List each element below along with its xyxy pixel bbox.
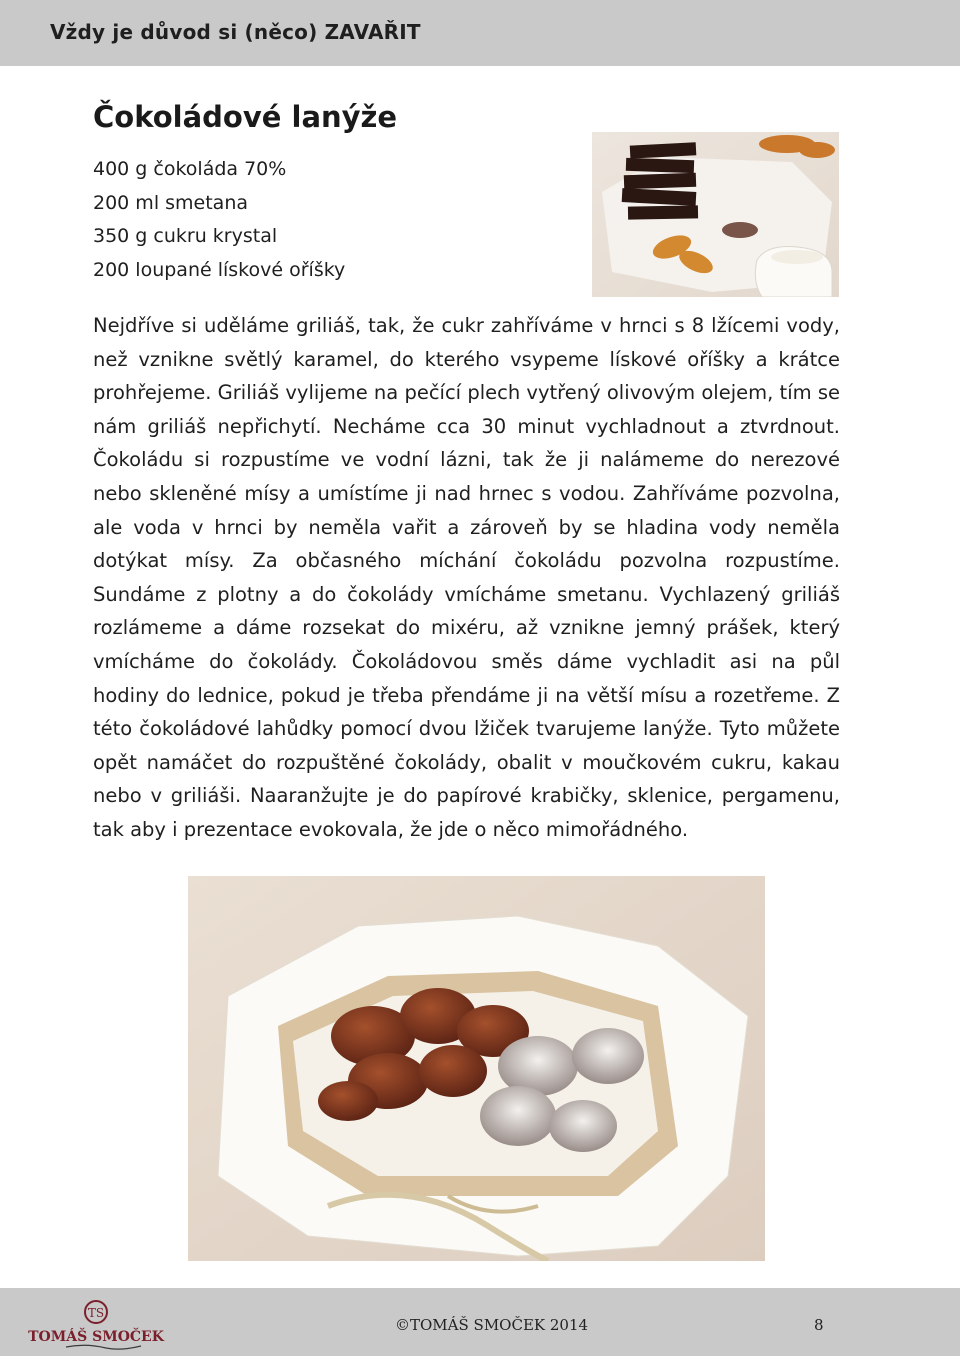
- truffles-photo: [188, 876, 765, 1261]
- ingredients-photo: [592, 132, 839, 297]
- copyright-notice: ©TOMÁŠ SMOČEK 2014: [395, 1316, 589, 1334]
- tomas-smocek-logo: [26, 1294, 166, 1352]
- header-title: Vždy je důvod si (něco) ZAVAŘIT: [50, 20, 421, 44]
- ingredient-item: 200 ml smetana: [93, 191, 249, 214]
- ingredient-item: 350 g cukru krystal: [93, 225, 278, 247]
- page-footer: [0, 1288, 960, 1356]
- logo-text: TOMÁŠ SMOČEK: [28, 1329, 164, 1345]
- recipe-instructions: Nejdříve si uděláme griliáš, tak, že cukr zahříváme v hrnci s 8 lžícemi vody, než vznikne světlý karamel, do kterého vsypeme lískové oříšky a krátce prohřejeme. Griliáš vylijeme na pečící plech vytřený olivovým olejem, tím se nám griliáš nepřichytí. Necháme cca 30 minut vychladnout a ztvrdnout. Čokoládu si rozpustíme ve vodní lázni, tak že ji nalámeme do nerezové nebo skleněné mísy a umístíme ji nad hrnec s vodou. Zahříváme pozvolna, ale voda v hrnci by neměla vařit a zároveň by se hladina vody neměla dotýkat mísy. Za občasného míchání čokoládu pozvolna rozpustíme. Sundáme z plotny a do čokolády vmícháme smetanu. Vychlazený griliáš rozlámeme a dáme rozsekat do mixéru, až vznikne jemný prášek, který vmícháme do čokolády. Čokoládovou směs dáme vychladit asi na půl hodiny do lednice, pokud je třeba přendáme ji na větší mísu a rozetřeme. Z této čokoládové lahůdky pomocí dvou lžiček tvarujeme lanýže. Tyto můžete opět namáčet do rozpuštěné čokolády, obalit v moučkovém cukru, kakau nebo v griliáši. Naaranžujte je do papírové krabičky, sklenice, pergamenu, tak aby i prezentace evokovala, že jde o něco mimořádného.: [93, 314, 840, 841]
- page-header: [0, 0, 960, 66]
- page-number: 8: [814, 1316, 824, 1334]
- ingredient-item: 400 g čokoláda 70%: [93, 158, 287, 180]
- ingredient-list: [93, 153, 345, 287]
- recipe-title: Čokoládové lanýže: [93, 100, 398, 134]
- logo-initials: TS: [87, 1306, 105, 1320]
- ingredient-item: 200 loupané lískové oříšky: [93, 258, 346, 281]
